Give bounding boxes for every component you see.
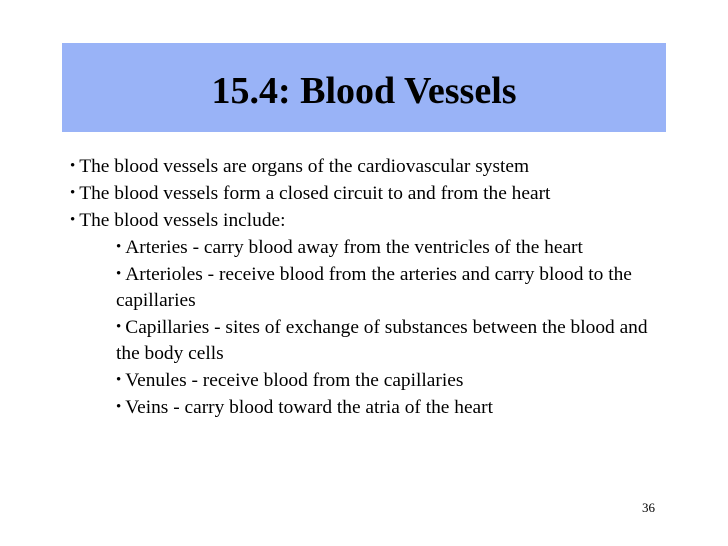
bullet-icon: • (116, 239, 122, 255)
sub-bullet-text: Arteries - carry blood away from the ventricles of the heart (125, 237, 583, 258)
sub-bullet-item (116, 367, 670, 394)
bullet-item (70, 180, 670, 207)
bullet-icon: • (70, 158, 76, 174)
bullet-text: The blood vessels are organs of the cardiovascular system (79, 156, 530, 177)
bullet-icon: • (116, 399, 122, 415)
sub-bullet-item (116, 314, 670, 367)
sub-bullet-text: Arterioles - receive blood from the arteries and carry blood to the capillaries (116, 264, 632, 311)
bullet-icon: • (116, 319, 122, 335)
slide-title: 15.4: Blood Vessels (211, 69, 517, 112)
bullet-text: The blood vessels form a closed circuit to and from the heart (79, 183, 551, 204)
bullet-list (70, 153, 670, 421)
bullet-item (70, 153, 670, 180)
page-number: 36 (642, 500, 655, 515)
bullet-item (70, 207, 670, 421)
sub-bullet-text: Venules - receive blood from the capillaries (125, 370, 464, 391)
sub-bullet-text: Veins - carry blood toward the atria of the heart (125, 397, 494, 418)
bullet-icon: • (70, 185, 76, 201)
sub-bullet-item (116, 261, 670, 314)
vessel-type-list (70, 234, 670, 421)
title-banner (62, 43, 666, 132)
sub-bullet-item (116, 394, 670, 421)
sub-bullet-item (116, 234, 670, 261)
bullet-text: The blood vessels include: (79, 210, 286, 231)
sub-bullet-text: Capillaries - sites of exchange of substances between the blood and the body cells (116, 317, 648, 364)
bullet-icon: • (116, 372, 122, 388)
bullet-icon: • (70, 212, 76, 228)
bullet-icon: • (116, 266, 122, 282)
